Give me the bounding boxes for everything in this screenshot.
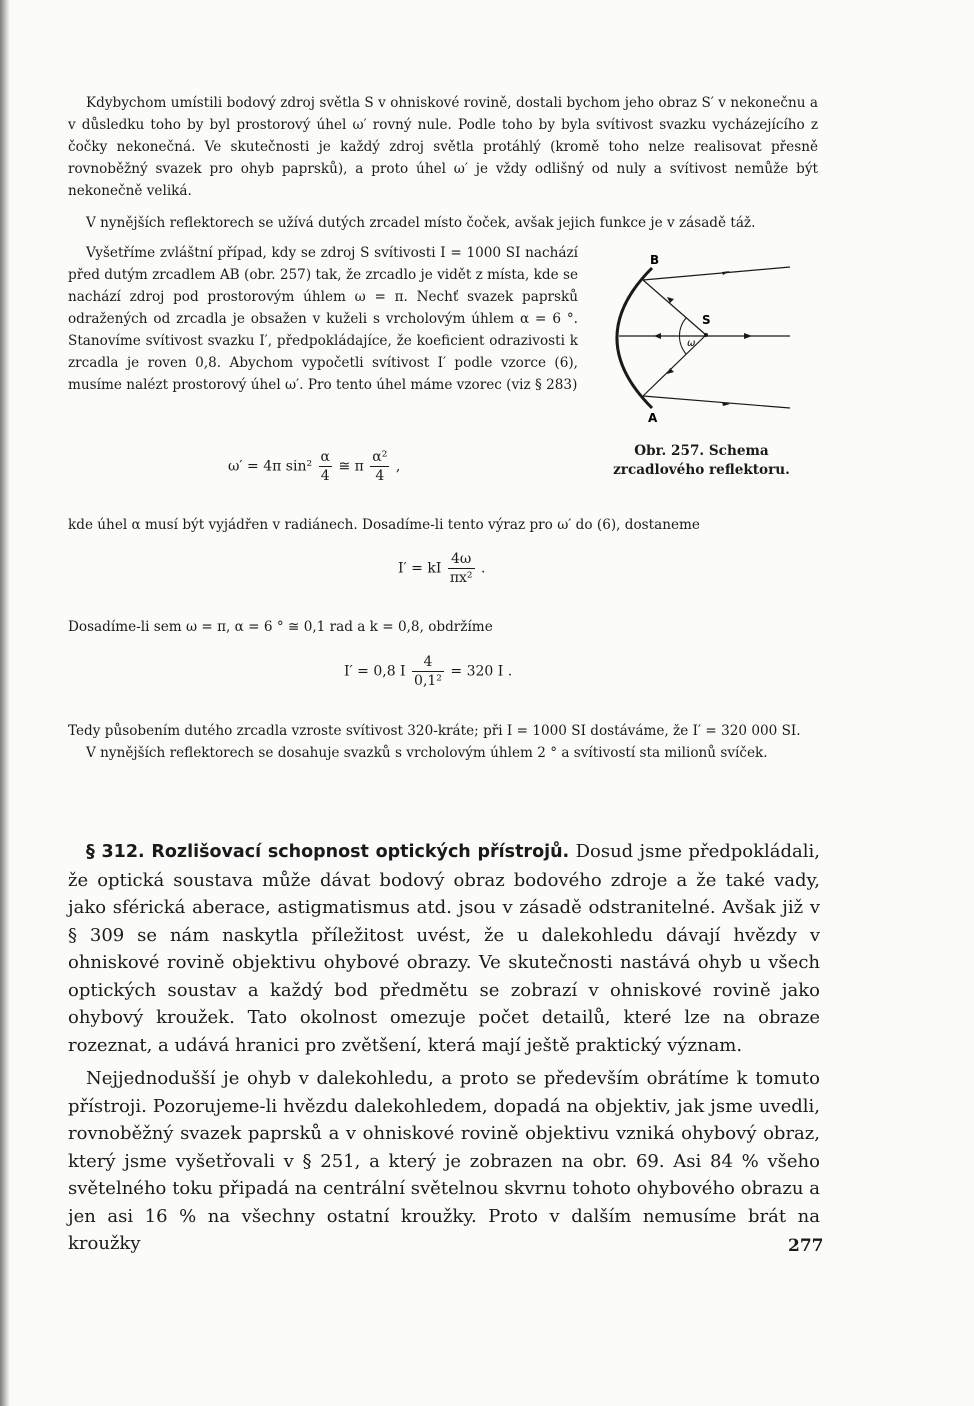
fraction-denominator: 4: [375, 468, 385, 484]
formula-intensity: [398, 550, 485, 587]
fraction-numerator: 4: [412, 653, 444, 672]
label-omega: ω: [687, 338, 696, 349]
fraction-numerator: 4ω: [448, 550, 475, 569]
formula-result: [344, 653, 512, 690]
figure-caption: Obr. 257. Schema zrcadlového reflektoru.: [613, 443, 790, 478]
fraction-numerator: α²: [372, 449, 388, 465]
point-source: [704, 333, 708, 337]
paragraph-text: V nynějších reflektorech se dosahuje svazků s vrcholovým úhlem 2 ° a svítivostí sta milionů svíček.: [86, 745, 768, 761]
reflector-diagram: [594, 250, 809, 428]
paragraph-text: Dosadíme-li sem ω = π, α = 6 ° ≅ 0,1 rad a k = 0,8, obdržíme: [68, 619, 493, 635]
concave-mirror: [617, 268, 652, 408]
paragraph-radians: [68, 514, 818, 536]
paragraph-telescope: Nejjednodušší je ohyb v dalekohledu, a proto se především obrátíme k tomuto přístroji. Pozorujeme-li hvězdu dalekohledem, dopadá na objektiv, jak jsme uvedli, rovnoběžný svazek paprsků a v ohniskové rovině objektivu vzniká ohybový obraz, který jsme vyšetřovali v § 251, a který je zobrazen na obr. 69. Asi 84 % všeho světelného toku připadá na centrální světelnou skvrnu tohoto ohybového obrazu a jen asi 16 % na všechny ostatní kroužky. Proto v dalším nemusíme brát na kroužky: [68, 1068, 820, 1254]
formula-rhs: = 320 I: [450, 663, 504, 680]
page-number: 277: [788, 1236, 824, 1256]
arrowhead-icon: [654, 333, 661, 339]
fraction: [412, 653, 444, 690]
fraction: [319, 448, 332, 485]
reflected-ray-lower: [643, 396, 790, 408]
fraction-denominator: 0,1²: [414, 673, 442, 689]
incident-ray-upper: [643, 280, 706, 335]
formula-tail: ,: [395, 458, 401, 475]
paragraph-text: Dosud jsme předpokládali, že optická soustava může dávat bodový obraz bodového zdroje a že také vady, jako sférická aberace, astigmatismus atd. jsou v zásadě odstranitelné. Avšak již v § 309 se nám naskytla příležitost uvést, že u dalekohledu dávají hvězdy v ohniskové rovině objektivu ohybové obrazy. Ve skutečnosti nastává ohyb u všech optických soustav a každý bod předmětu se zobrazí v ohniskové rovině jako ohybový kroužek. Tato okolnost omezuje počet detailů, které lze na obraze rozeznat, a udává hranici pro zvětšení, která mají ještě praktický význam.: [68, 841, 820, 1056]
section-heading: § 312. Rozlišovací schopnost optických přístrojů.: [86, 842, 570, 862]
formula-lhs: I′ = 0,8 I: [344, 663, 406, 680]
formula-omega: [228, 448, 400, 485]
binding-shadow: [0, 0, 10, 1406]
arrowhead-icon: [744, 333, 752, 339]
formula-lhs: ω′ = 4π sin²: [228, 458, 313, 475]
paragraph-section-intro: [68, 838, 820, 1059]
paragraph-text: kde úhel α musí být vyjádřen v radiánech. Dosadíme-li tento výraz pro ω′ do (6), dostaneme: [68, 517, 700, 533]
label-a: A: [648, 411, 658, 425]
fraction-denominator: πx²: [449, 570, 473, 586]
paragraph-text: V nynějších reflektorech se užívá dutých zrcadel místo čoček, avšak jejich funkce je v zásadě táž.: [86, 215, 756, 231]
label-b: B: [650, 253, 660, 267]
paragraph-infinity: [68, 92, 818, 202]
formula-approx: ≅ π: [338, 458, 364, 475]
paragraph-text: Kdybychom umístili bodový zdroj světla S v ohniskové rovině, dostali bychom jeho obraz S′ v nekonečnu a v důsledku toho by byl prostorový úhel ω′ rovný nule. Podle toho by byla svítivost svazku vycházejícího z čočky nekonečná. Ve skutečnosti je každý zdroj světla protáhlý (kromě toho nelze realisovat přesně rovnoběžný svazek pro ohyb paprsků), a proto úhel ω′ je vždy odlišný od nuly a svítivost nemůže být nekonečně veliká.: [68, 95, 818, 199]
fraction: [448, 550, 475, 587]
formula-tail: .: [507, 663, 513, 680]
incident-ray-lower: [643, 335, 706, 396]
formula-tail: .: [480, 560, 486, 577]
formula-lhs: I′ = kI: [398, 560, 442, 577]
section-312: [68, 838, 820, 1258]
paragraph-text: Vyšetříme zvláštní případ, kdy se zdroj S svítivosti I = 1000 SI nachází před dutým zrcadlem AB (obr. 257) tak, že zrcadlo je vidět z místa, kde se nachází zdroj pod prostorovým úhlem ω = π. Nechť svazek paprsků odražených od zrcadla je obsažen v kuželi s vrcholovým úhlem α = 6 °. Stanovíme svítivost svazku I′, předpokládajíce, že koeficient odrazivosti k zrcadla je roven 0,8. Abychom vypočetli svítivost I′ podle vzorce (6), musíme nalézt prostorový úhel ω′. Pro tento úhel máme vzorec (viz § 283): [68, 245, 578, 393]
paragraph-substitute: [68, 616, 818, 638]
paragraph-conclusion: [68, 720, 818, 764]
fraction-denominator: 4: [320, 468, 330, 484]
paragraph-special-case: [68, 242, 578, 396]
paragraph-reflectors: [68, 212, 818, 234]
label-s: S: [702, 313, 711, 327]
fraction-numerator: α: [320, 449, 330, 465]
paragraph-text: Tedy působením dutého zrcadla vzroste svítivost 320-kráte; při I = 1000 SI dostáváme, že I′ = 320 000 SI.: [68, 723, 801, 739]
fraction: [370, 448, 389, 485]
reflected-ray-upper: [643, 267, 790, 280]
